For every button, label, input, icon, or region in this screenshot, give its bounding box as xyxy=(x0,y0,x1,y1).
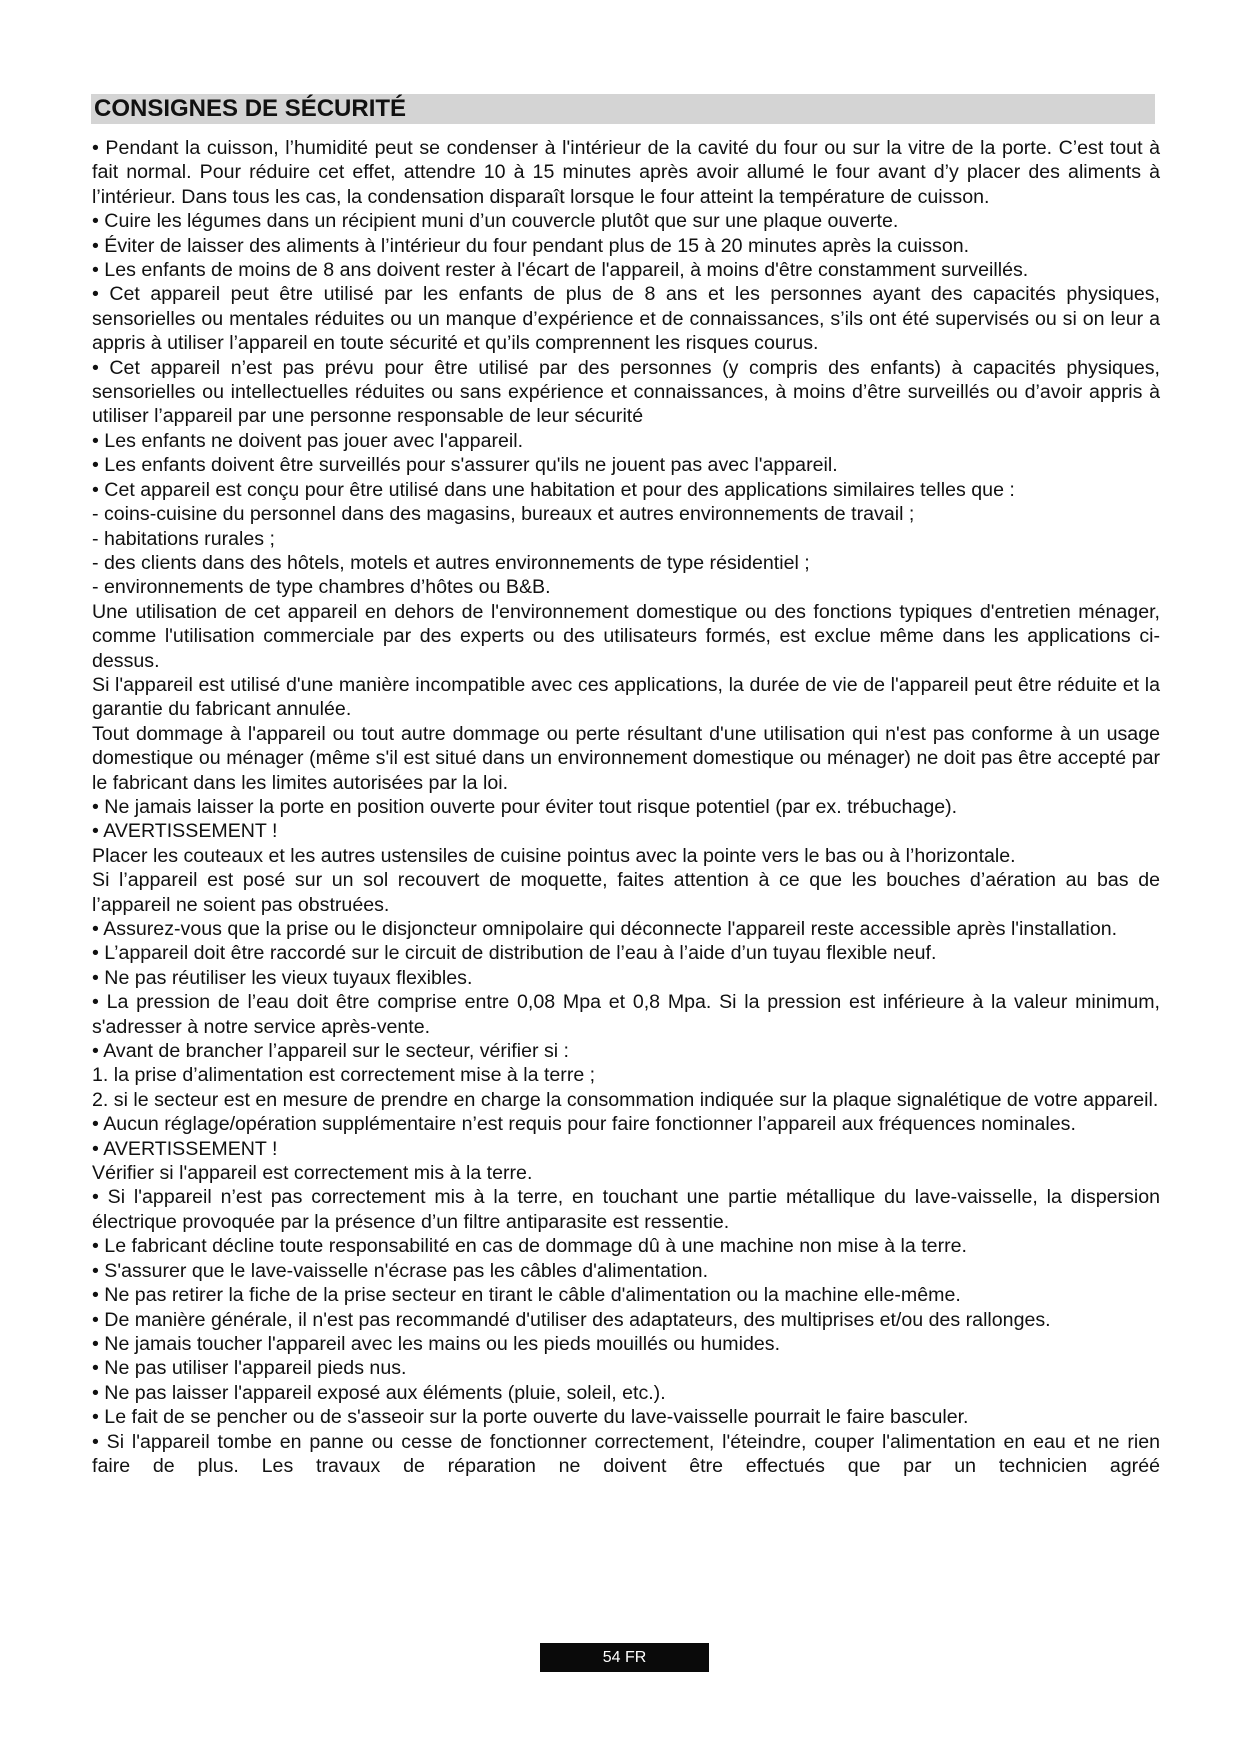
paragraph: • Les enfants doivent être surveillés pour s'assurer qu'ils ne jouent pas avec l'appareil. xyxy=(92,454,838,477)
paragraph: • La pression de l’eau doit être comprise entre 0,08 Mpa et 0,8 Mpa. Si la pression est inférieure à la valeur minimum, s'adresser à notre service après-vente. xyxy=(92,991,1160,1038)
numbered-item: 2. si le secteur est en mesure de prendre en charge la consommation indiquée sur la plaque signalétique de votre appareil. xyxy=(92,1088,1159,1111)
warning-heading: • AVERTISSEMENT ! xyxy=(92,820,278,843)
list-item: - coins-cuisine du personnel dans des magasins, bureaux et autres environnements de travail ; xyxy=(92,503,915,526)
warning-heading: • AVERTISSEMENT ! xyxy=(92,1137,278,1160)
paragraph: • Ne jamais toucher l'appareil avec les mains ou les pieds mouillés ou humides. xyxy=(92,1332,781,1355)
paragraph: • Le fait de se pencher ou de s'asseoir sur la porte ouverte du lave-vaisselle pourrait le faire basculer. xyxy=(92,1406,969,1429)
paragraph: Vérifier si l'appareil est correctement mis à la terre. xyxy=(92,1162,533,1185)
paragraph: Une utilisation de cet appareil en dehors de l'environnement domestique ou des fonctions typiques d'entretien ménager, comme l'utilisation commerciale par des experts ou des utilisateurs formés, est exclue même dans les applications ci-dessus. xyxy=(92,600,1160,672)
paragraph: • Ne pas retirer la fiche de la prise secteur en tirant le câble d'alimentation ou la machine elle-même. xyxy=(92,1284,961,1307)
paragraph: • Les enfants ne doivent pas jouer avec l'appareil. xyxy=(92,429,524,452)
paragraph: Placer les couteaux et les autres ustensiles de cuisine pointus avec la pointe vers le bas ou à l’horizontale. xyxy=(92,844,1016,867)
paragraph: Si l’appareil est posé sur un sol recouvert de moquette, faites attention à ce que les bouches d’aération au bas de l’appareil ne soient pas obstruées. xyxy=(92,869,1160,916)
paragraph: • Cet appareil n’est pas prévu pour être utilisé par des personnes (y compris des enfants) à capacités physiques, sensorielles ou intellectuelles réduites ou sans expérience et connaissances, à moins d’être surveillés ou d’avoir appris à utiliser l’appareil par une personne responsable de leur sécurité xyxy=(92,356,1160,428)
list-item: - des clients dans des hôtels, motels et autres environnements de type résidentiel ; xyxy=(92,551,810,574)
paragraph: • De manière générale, il n'est pas recommandé d'utiliser des adaptateurs, des multiprises et/ou des rallonges. xyxy=(92,1308,1051,1331)
paragraph: • Cet appareil est conçu pour être utilisé dans une habitation et pour des applications similaires telles que : xyxy=(92,478,1015,501)
paragraph: • Le fabricant décline toute responsabilité en cas de dommage dû à une machine non mise à la terre. xyxy=(92,1235,967,1258)
paragraph: • Cet appareil peut être utilisé par les enfants de plus de 8 ans et les personnes ayant des capacités physiques, sensorielles ou mentales réduites ou un manque d’expérience et de connaissances, s’ils ont été supervisés ou si on leur a appris à utiliser l’appareil en toute sécurité et qu’ils comprennent les risques courus. xyxy=(92,283,1160,355)
paragraph: • Ne pas réutiliser les vieux tuyaux flexibles. xyxy=(92,966,473,989)
list-item: - habitations rurales ; xyxy=(92,527,275,550)
paragraph: • Éviter de laisser des aliments à l’intérieur du four pendant plus de 15 à 20 minutes après la cuisson. xyxy=(92,234,970,257)
paragraph: • Assurez-vous que la prise ou le disjoncteur omnipolaire qui déconnecte l'appareil reste accessible après l'installation. xyxy=(92,918,1118,940)
paragraph: • Ne jamais laisser la porte en position ouverte pour éviter tout risque potentiel (par ex. trébuchage). xyxy=(92,795,958,818)
section-header xyxy=(91,94,1155,124)
paragraph: • Si l'appareil n’est pas correctement mis à la terre, en touchant une partie métallique du lave-vaisselle, la dispersion électrique provoquée par la présence d’un filtre antiparasite est ressentie. xyxy=(92,1186,1160,1233)
paragraph: • Aucun réglage/opération supplémentaire n’est requis pour faire fonctionner l’appareil aux fréquences nominales. xyxy=(92,1113,1076,1136)
page-number-badge xyxy=(540,1643,709,1672)
paragraph: • Pendant la cuisson, l’humidité peut se condenser à l'intérieur de la cavité du four ou sur la vitre de la porte. C’est tout à fait normal. Pour réduire cet effet, attendre 10 à 15 minutes après avoir allumé le four avant d’y placer des aliments à l’intérieur. Dans tous les cas, la condensation disparaît lorsque le four atteint la température de cuisson. xyxy=(92,137,1160,208)
paragraph: • S'assurer que le lave-vaisselle n'écrase pas les câbles d'alimentation. xyxy=(92,1259,709,1282)
page-title: CONSIGNES DE SÉCURITÉ xyxy=(94,95,407,122)
list-item: - environnements de type chambres d’hôtes ou B&B. xyxy=(92,576,551,599)
paragraph: Si l'appareil est utilisé d'une manière incompatible avec ces applications, la durée de vie de l'appareil peut être réduite et la garantie du fabricant annulée. xyxy=(92,673,1160,721)
paragraph: Tout dommage à l'appareil ou tout autre dommage ou perte résultant d'une utilisation qui n'est pas conforme à un usage domestique ou ménager (même s'il est situé dans un environnement domestique ou ménager) ne doit pas être accepté par le fabricant dans les limites autorisées par la loi. xyxy=(92,722,1160,794)
paragraph: • Si l'appareil tombe en panne ou cesse de fonctionner correctement, l'éteindre, couper l'alimentation en eau et ne rien faire de plus. Les travaux de réparation ne doivent être effectués que par un technicien agréé xyxy=(92,1430,1160,1477)
numbered-item: 1. la prise d’alimentation est correctement mise à la terre ; xyxy=(92,1064,596,1087)
paragraph: • Cuire les légumes dans un récipient muni d’un couvercle plutôt que sur une plaque ouverte. xyxy=(92,210,899,233)
paragraph: • Avant de brancher l’appareil sur le secteur, vérifier si : xyxy=(92,1040,569,1063)
page-number: 54 FR xyxy=(602,1649,647,1666)
paragraph: • Les enfants de moins de 8 ans doivent rester à l'écart de l'appareil, à moins d'être constamment surveillés. xyxy=(92,259,1029,282)
document-body xyxy=(92,136,1160,1478)
paragraph: • Ne pas laisser l'appareil exposé aux éléments (pluie, soleil, etc.). xyxy=(92,1381,666,1404)
paragraph: • L’appareil doit être raccordé sur le circuit de distribution de l’eau à l’aide d’un tuyau flexible neuf. xyxy=(92,942,937,965)
paragraph: • Ne pas utiliser l'appareil pieds nus. xyxy=(92,1357,407,1380)
